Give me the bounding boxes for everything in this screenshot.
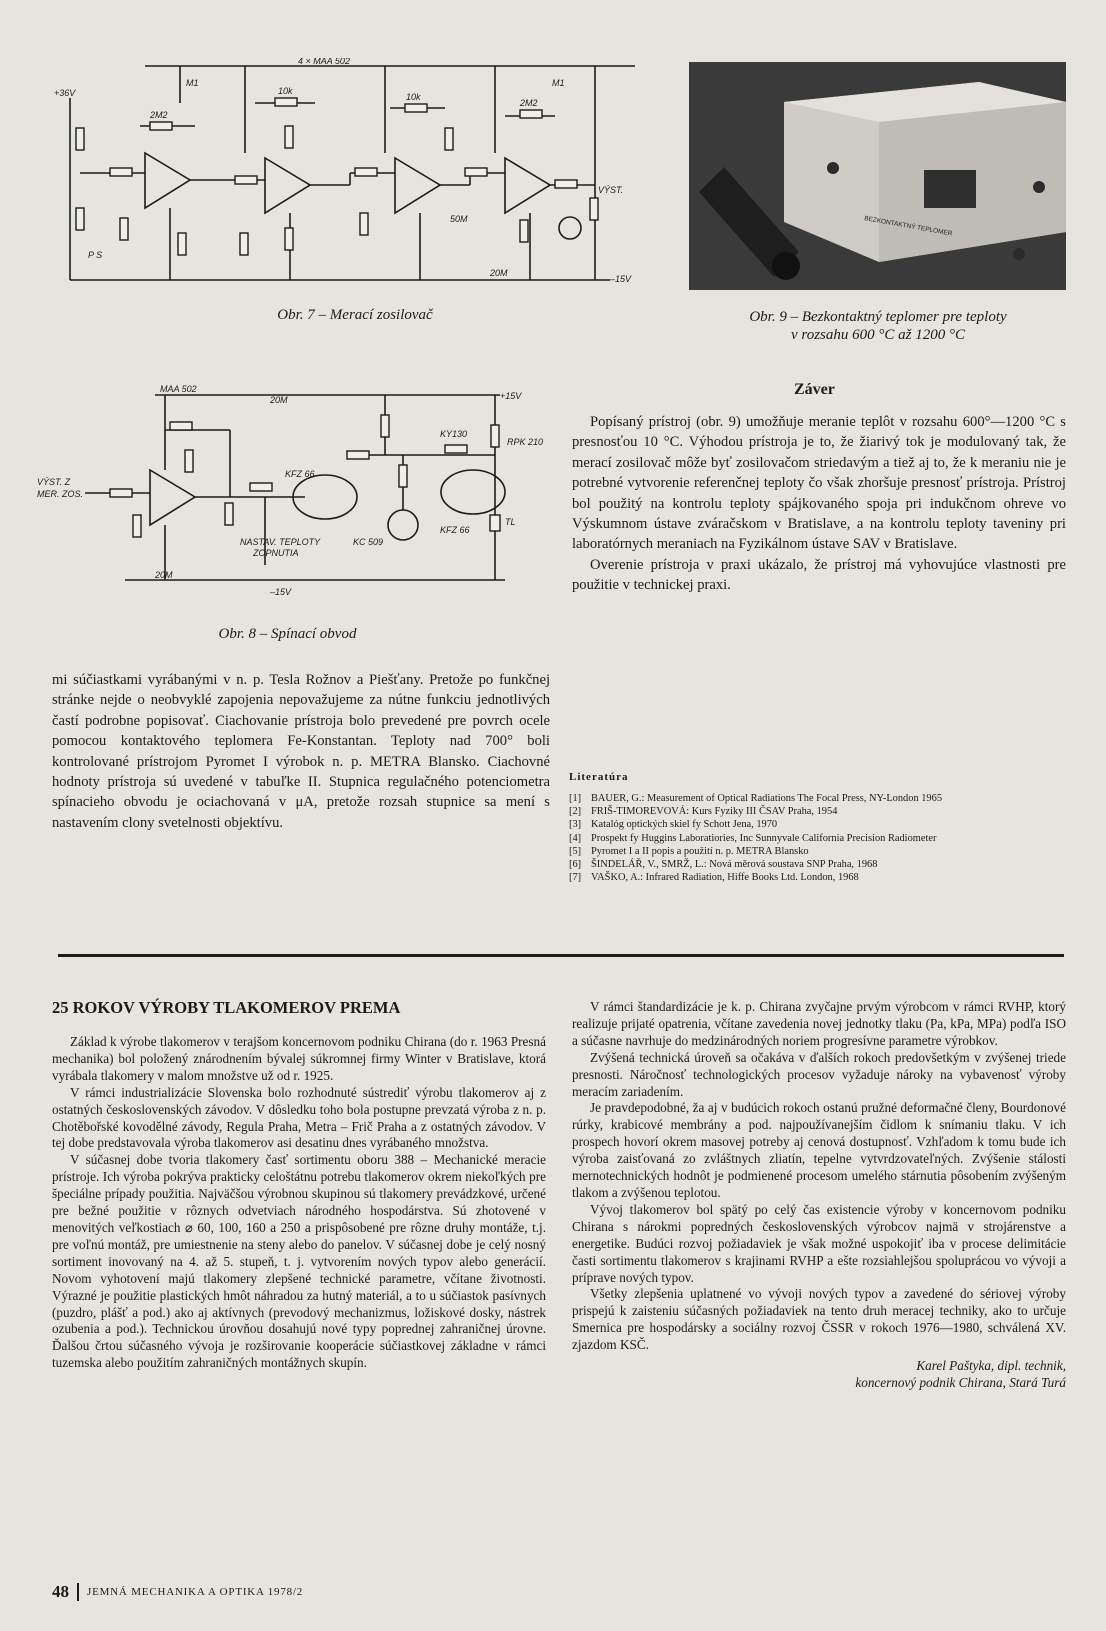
left-body-paragraph: mi súčiastkami vyrábanými v n. p. Tesla Rožnov a Piešťany. Pretože po funkčnej stránke nejde o neobvyklé zapojenia nepovažujeme za nútne funkciu jednotlivých častí podrobne popisovať. Ciachovanie prístroja bolo prevedené pre povrch ocele pomocou kontaktového teplomera Fe-Konstantan. Teploty nad 700° boli kontrolované prístrojom Pyromet I výrobok n. p. METRA Blansko. Ciachovné hodnoty prístroja sú uvedené v tabuľke II. Stupnica regulačného potenciometra spínacieho obvodu je ociachovaná v μA, pretože rozsah stupnice sa mení s nastavením clony svetelnosti objektívu.	[52, 672, 550, 831]
svg-text:2M2: 2M2	[520, 98, 538, 108]
figure-7-schematic	[50, 58, 650, 298]
svg-text:M1: M1	[186, 78, 199, 88]
reference-item: [1] BAUER, G.: Measurement of Optical Radiations The Focal Press, NY-London 1965	[569, 793, 943, 804]
svg-text:+15V: +15V	[500, 391, 522, 401]
section-heading-zaver: Záver	[794, 381, 835, 398]
article-right-column	[572, 999, 1066, 1392]
figure-8-schematic	[35, 385, 545, 615]
fig7-top-label: 4 × MAA 502	[298, 58, 350, 66]
figure-9-photo	[689, 62, 1066, 290]
figure-7-caption: Obr. 7 – Merací zosilovač	[277, 307, 433, 323]
svg-text:10k: 10k	[406, 92, 421, 102]
svg-text:20M: 20M	[270, 395, 288, 405]
svg-text:50M: 50M	[450, 214, 468, 224]
author-affiliation: koncernový podnik Chirana, Stará Turá	[855, 1374, 1066, 1390]
svg-text:MER. ZOS.: MER. ZOS.	[37, 489, 84, 499]
svg-text:NASTAV. TEPLOTY: NASTAV. TEPLOTY	[240, 537, 321, 547]
article-paragraph: V rámci štandardizácie je k. p. Chirana zvyčajne prvým výrobcom v rámci RVHP, ktorý realizuje prijaté opatrenia, včítane zavedenia novej jednotky tlaku (Pa, kPa, MPa) podľa ISO a súčasne navrhuje do medzinárodných noriem progresívne parametre výrobkov.	[572, 999, 1066, 1048]
svg-text:P S: P S	[88, 250, 103, 260]
svg-text:2M2: 2M2	[150, 110, 168, 120]
reference-item: [5] Pyromet I a II popis a použití n. p. METRA Blansko	[569, 845, 809, 857]
svg-text:RPK 210: RPK 210	[507, 437, 544, 447]
svg-text:20M: 20M	[490, 268, 508, 278]
article-paragraph: Základ k výrobe tlakomerov v terajšom koncernovom podniku Chirana (do r. 1963 Presná mechanika) bol položený znárodnením bývalej súkromnej firmy Winter v Bratislave, ktorá vyrábala tlakomery v malom množstve už od r. 1925.	[52, 1034, 546, 1083]
svg-text:20M: 20M	[155, 570, 173, 580]
zaver-paragraph: Popísaný prístroj (obr. 9) umožňuje meranie teplôt v rozsahu 600°—1200 °C s presnosťou 10 °C. Výhodou prístroja je to, že žiarivý tok je modulovaný tak, že merací zosilovač môže byť zosilovačom striedavým a tiež aj to, že k meraniu nie je potrebné vytvorenie referenčnej teploty čo však zhoršuje presnosť prístroja. Prístroj bol použitý na kontrolu teploty spájkovaného spoja pri indukčnom ohreve vo Výskumnom ústave zváračskom v Bratislave, a na kontrolu teploty taveniny pri laboratórnych meraniach na Fyzikálnom ústave SAV v Bratislave.	[572, 414, 1066, 553]
svg-text:KC 509: KC 509	[353, 537, 384, 547]
figure-8-caption: Obr. 8 – Spínací obvod	[218, 626, 357, 642]
svg-text:KY130: KY130	[440, 429, 468, 439]
article-left-column	[52, 1034, 546, 1372]
footer-divider	[77, 1583, 79, 1601]
svg-text:M1: M1	[552, 78, 565, 88]
fig8-top-label: MAA 502	[160, 385, 197, 394]
article-title: 25 ROKOV VÝROBY TLAKOMEROV PREMA	[52, 998, 401, 1017]
page-number: 48	[52, 1582, 69, 1601]
figure-9-caption	[690, 308, 1066, 344]
svg-text:KFZ 66: KFZ 66	[440, 525, 470, 535]
svg-text:TL: TL	[505, 517, 516, 527]
svg-text:–15V: –15V	[610, 274, 632, 284]
figure-9-caption-line1: Obr. 9 – Bezkontaktný teplomer pre teploty	[749, 309, 1007, 325]
references-list	[569, 792, 1066, 884]
article-paragraph: Zvýšená technická úroveň sa očakáva v ďalších rokoch predovšetkým v zvýšenej triede presnosti. Náročnosť technologických procesov vyžaduje nároky na vybavenosť výroby meracím zariadením.	[572, 1049, 1066, 1099]
zaver-text	[572, 412, 1066, 596]
article-paragraph: Vývoj tlakomerov bol spätý po celý čas existencie výroby v koncernovom podniku Chirana s nárokmi popredných československých výrobcov najmä v strojárenstve a energetike. Budúci rozvoj požiadaviek je však možné uspokojiť iba v procese delimitácie časti sortimentu tlakomerov s krajinami RVHP a ešte rozsiahlejšou spoluprácou vo vývoji a príprave nových typov.	[572, 1201, 1066, 1285]
article-paragraph: Všetky zlepšenia uplatnené vo vývoji nových typov a zavedené do sériovej výroby prispejú k zaisteniu súčasných požiadaviek na tento druh meracej techniky, ako to určuje Smernica pre hospodársky a sociálny rozvoj ČSSR v rokoch 1976—1980, schválená XV. zjazdom KSČ.	[572, 1286, 1066, 1353]
references-heading: Literatúra	[569, 771, 629, 783]
article-paragraph: V rámci industrializácie Slovenska bolo rozhodnuté sústrediť výrobu tlakomerov aj z ostatných československých závodov. V dôsledku toho bola postupne prevzatá výroba z n. p. Chotěbořské kovodělné závody, Regula Praha, Metra – Frič Praha a z ostatných závodov. V tej dobe predstavovala výroba tlakomerov asi desatinu dnes vyrábaného množstva.	[52, 1084, 546, 1151]
svg-text:VÝST. Z: VÝST. Z	[37, 477, 71, 487]
reference-item: [4] Prospekt fy Huggins Laboratiories, Inc Sunnyvale California Precision Radiometer	[569, 832, 937, 844]
figure-9-caption-line2: v rozsahu 600 °C až 1200 °C	[791, 327, 965, 343]
section-divider	[58, 954, 1064, 957]
svg-text:+36V: +36V	[54, 88, 76, 98]
author-line: Karel Paštyka, dipl. technik,	[916, 1358, 1066, 1374]
reference-item: [3] Katalóg optických skiel fy Schott Jena, 1970	[569, 819, 778, 831]
reference-item: [7] VAŠKO, A.: Infrared Radiation, Hiffe Books Ltd. London, 1968	[569, 872, 859, 884]
reference-item: [6] ŠINDELÁŘ, V., SMRŽ, L.: Nová měrová soustava SNP Praha, 1968	[569, 859, 878, 871]
reference-item: [2] FRIŠ-TIMOREVOVÁ: Kurs Fyziky III ČSAV Praha, 1954	[569, 806, 838, 818]
svg-text:ZOPNUTIA: ZOPNUTIA	[253, 548, 299, 558]
page-footer	[52, 1582, 303, 1602]
svg-text:–15V: –15V	[270, 587, 292, 597]
journal-name: JEMNÁ MECHANIKA A OPTIKA 1978/2	[87, 1586, 304, 1598]
article-paragraph: Je pravdepodobné, ža aj v budúcich rokoch ostanú pružné deformačné členy, Bourdonové rúrky, krabicové membrány a pod. najpoužívanejším čidlom k snímaniu tlaku. V ich prospech hovorí okrem masovej potreby aj cenová dostupnosť. Vzhľadom k tomu bude ich výroba zaisťovaná zo zvláštnych zliatín, tepelne vytvrdzovateľných. Zvýšenie stálosti mernotechnických hodnôt je podmienené procesom umelého stárnutia pôsobením zvýšeným tlakom a zvýšenou teplotou.	[572, 1100, 1066, 1200]
zaver-paragraph: Overenie prístroja v praxi ukázalo, že prístroj má vyhovujúce vlastnosti pre použitie v technickej praxi.	[572, 556, 1066, 594]
svg-text:VÝST.: VÝST.	[598, 185, 624, 195]
article-paragraph: V súčasnej dobe tvoria tlakomery časť sortimentu oboru 388 – Mechanické meracie prístroje. Ich výroba pokrýva prakticky celoštátnu potrebu tlakomerov okrem niekoľkých pre špeciálne prípady použitia. Najväčšou výrobnou skupinou sú tlakomery prevádzkové, určené pre bežné použitie v rôznych odvetviach národného hospodárstva. Sú zhotovené v menovitých veľkostiach ⌀ 60, 100, 160 a 250 a prispôsobené pre rôzne druhy montáže, t.j. pre voľnú montáž, pre umiestnenie na steny alebo do panelov. V súčasnej dobe je celý nosný sortiment inovovaný na 4. až 5. stupeň, t. j. vytvorením nových typov alebo generácií. Novom vyhotovení majú tlakomery zlepšené technické parametre, včítane životnosti. Výrazné je použitie plastických hmôt náhradou za hutný materiál, a to u súčiastok pasívnych (puzdro, plášť a pod.) ako aj aktívnych (prevodový mechanizmus, ložiskové dosky, nástrek ozubenia a pod.). Technickou úrovňou dosahujú nové typy poprednej zahraničnej úrovne. Ďalšou črtou súčasného vývoja je rozširovanie kooperácie súčiastkovej základne v rámci tuzemska alebo použitím zahraničných montážnych skupín.	[52, 1152, 546, 1371]
device-label: BEZKONTAKTNÝ TEPLOMER	[863, 215, 953, 238]
svg-text:KFZ 66: KFZ 66	[285, 469, 315, 479]
left-body-text	[52, 670, 550, 833]
svg-text:10k: 10k	[278, 86, 293, 96]
